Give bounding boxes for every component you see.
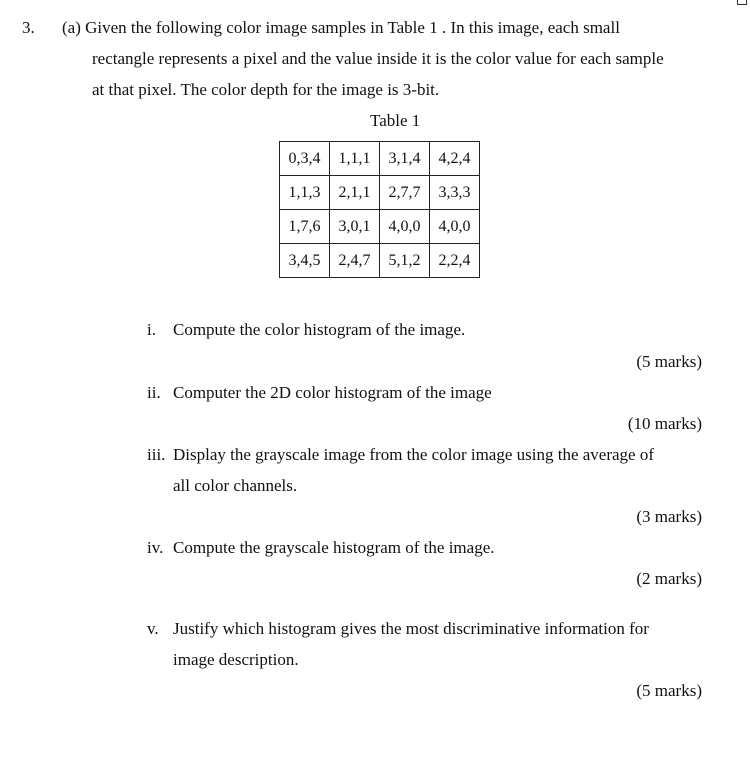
item-text-continued: all color channels. bbox=[173, 476, 298, 495]
table-cell: 1,1,3 bbox=[280, 176, 330, 210]
marks-label: (10 marks) bbox=[627, 414, 702, 433]
item-number: iii. bbox=[147, 445, 166, 464]
item-text: Compute the grayscale histogram of the image. bbox=[173, 538, 495, 557]
table-row bbox=[280, 142, 480, 176]
item-number: v. bbox=[147, 619, 159, 638]
table-cell: 2,2,4 bbox=[430, 244, 480, 278]
intro-line-3: at that pixel. The color depth for the image is 3-bit. bbox=[92, 80, 440, 99]
item-text: Compute the color histogram of the image. bbox=[173, 320, 466, 339]
sample-table bbox=[279, 141, 480, 278]
table-cell: 4,0,0 bbox=[430, 210, 480, 244]
marks-label: (5 marks) bbox=[636, 681, 702, 700]
item-number: iv. bbox=[147, 538, 164, 557]
table-row bbox=[280, 244, 480, 278]
table-cell: 2,4,7 bbox=[330, 244, 380, 278]
table-cell: 0,3,4 bbox=[280, 142, 330, 176]
intro-line-2: rectangle represents a pixel and the value inside it is the color value for each sample bbox=[92, 49, 664, 68]
marks-label: (2 marks) bbox=[636, 569, 702, 588]
marks-label: (3 marks) bbox=[636, 507, 702, 526]
table-row bbox=[280, 176, 480, 210]
table-cell: 3,3,3 bbox=[430, 176, 480, 210]
item-number: ii. bbox=[147, 383, 161, 402]
item-text: Justify which histogram gives the most discriminative information for bbox=[173, 619, 649, 638]
table-cell: 3,4,5 bbox=[280, 244, 330, 278]
item-text-continued: image description. bbox=[173, 650, 299, 669]
item-number: i. bbox=[147, 320, 156, 339]
table-cell: 3,0,1 bbox=[330, 210, 380, 244]
table-cell: 1,1,1 bbox=[330, 142, 380, 176]
table-cell: 4,2,4 bbox=[430, 142, 480, 176]
table-cell: 3,1,4 bbox=[380, 142, 430, 176]
table-caption: Table 1 bbox=[370, 111, 421, 130]
table-cell: 5,1,2 bbox=[380, 244, 430, 278]
intro-line-1: (a) Given the following color image samples in Table 1 . In this image, each small bbox=[62, 18, 620, 37]
table-cell: 4,0,0 bbox=[380, 210, 430, 244]
marks-label: (5 marks) bbox=[636, 352, 702, 371]
table-row bbox=[280, 210, 480, 244]
table-cell: 1,7,6 bbox=[280, 210, 330, 244]
table-cell: 2,1,1 bbox=[330, 176, 380, 210]
table-cell: 2,7,7 bbox=[380, 176, 430, 210]
question-number: 3. bbox=[22, 18, 35, 37]
corner-mark bbox=[737, 0, 747, 5]
item-text: Display the grayscale image from the color image using the average of bbox=[173, 445, 655, 464]
item-text: Computer the 2D color histogram of the image bbox=[173, 383, 492, 402]
